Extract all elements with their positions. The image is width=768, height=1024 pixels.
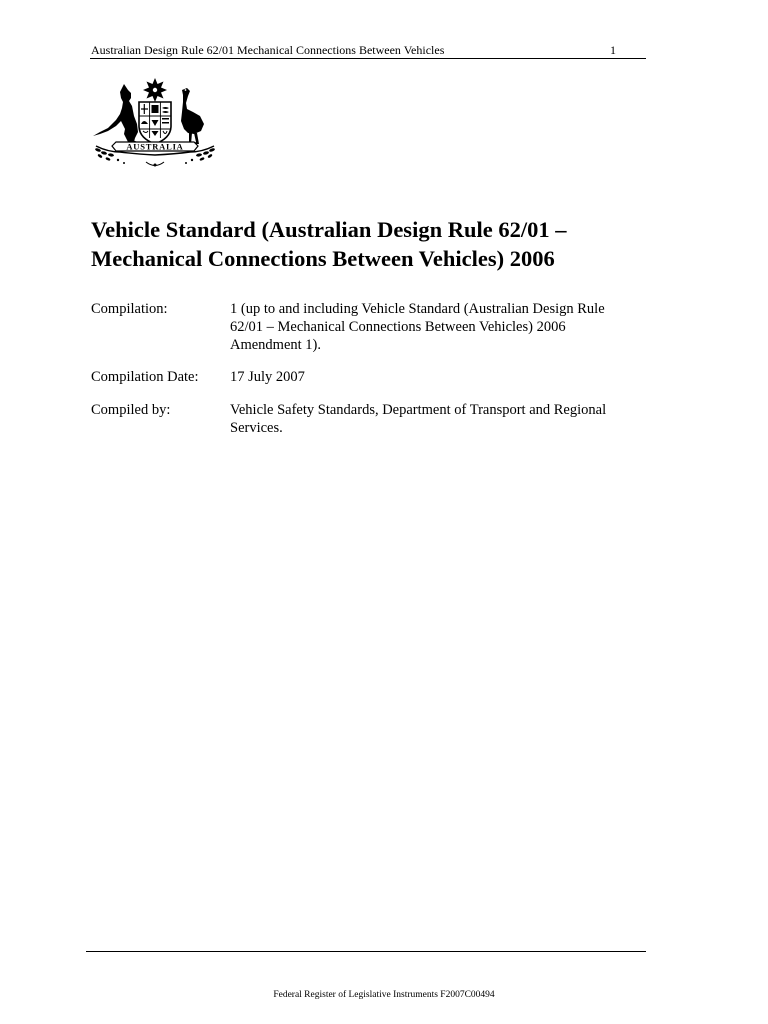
page-header (90, 42, 646, 59)
compilation-label: Compilation: (91, 301, 168, 317)
compiled-by-value (230, 401, 651, 437)
footer-divider (86, 951, 646, 952)
compilation-date-label: Compilation Date: (91, 369, 199, 385)
compilation-value-line-3: Amendment 1). (230, 337, 322, 353)
document-title-line-1: Vehicle Standard (Australian Design Rule 62/01 – (91, 217, 567, 242)
header-title: Australian Design Rule 62/01 Mechanical Connections Between Vehicles (91, 43, 445, 57)
document-title-line-2: Mechanical Connections Between Vehicles) 2006 (91, 246, 555, 271)
compilation-date-value (230, 368, 651, 386)
compiled-by-label: Compiled by: (91, 402, 171, 418)
compilation-date-value-line-1: 17 July 2007 (230, 369, 305, 385)
coat-of-arms-banner-text: AUSTRALIA (126, 141, 184, 152)
document-title (91, 215, 651, 273)
compiled-by-value-line-2: Services. (230, 420, 283, 436)
compiled-by-value-line-1: Vehicle Safety Standards, Department of Transport and Regional (230, 402, 607, 418)
page-number: 1 (610, 43, 616, 57)
footer-text: Federal Register of Legislative Instruments F2007C00494 (273, 990, 495, 1000)
australian-coat-of-arms-icon (90, 76, 220, 172)
compilation-value-line-1: 1 (up to and including Vehicle Standard (Australian Design Rule (230, 301, 605, 317)
compilation-value-line-2: 62/01 – Mechanical Connections Between Vehicles) 2006 (230, 319, 566, 335)
compilation-value (230, 300, 651, 354)
